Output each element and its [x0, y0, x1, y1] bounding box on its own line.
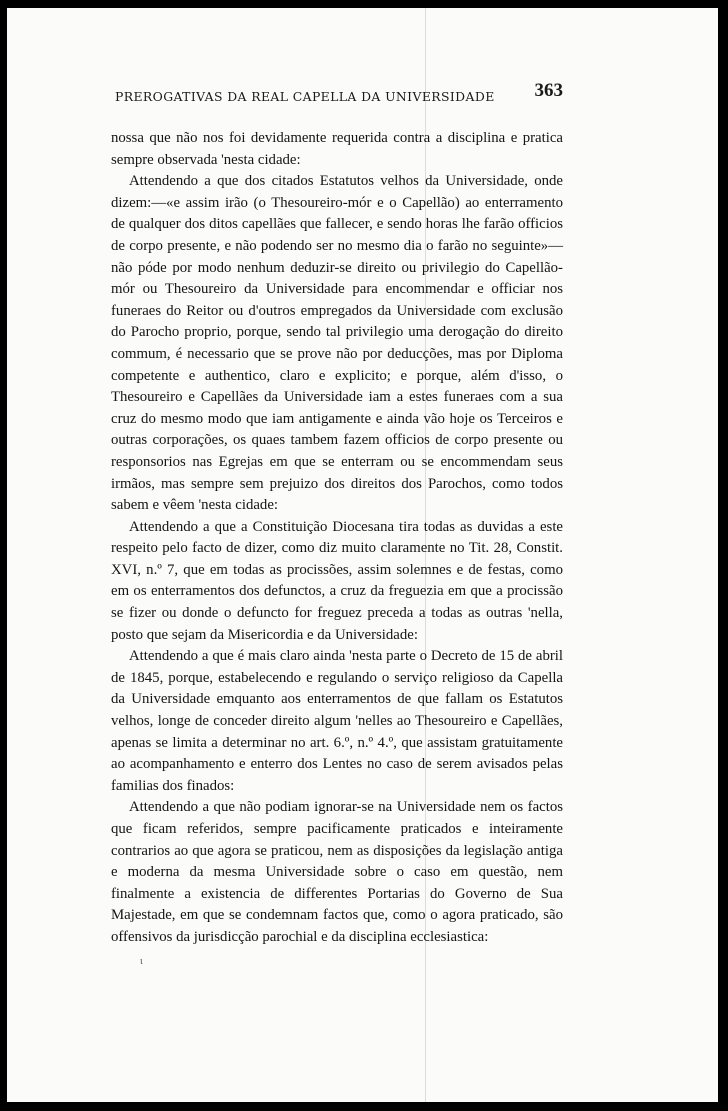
paragraph-continuation: nossa que não nos foi devidamente requerida contra a disciplina e pratica sempre observada 'nesta cidade: [111, 130, 563, 168]
paragraph-estatutos: Attendendo a que dos citados Estatutos velhos da Universidade, onde dizem:—«e assim irão (o Thesoureiro-mór e o Capellão) ao enterramento de qualquer dos ditos capellães que fallecer, e sendo horas lhe farão officios de corpo presente, e não podendo ser no mesmo dia o farão no seguinte»—não póde por modo nenhum deduzir-se direito ou privilegio do Capellão-mór ou Thesoureiro da Universidade para encommendar e officiar nos funeraes do Reitor ou d'outros empregados da Universidade com exclusão do Parocho proprio, porque, sendo tal privilegio uma derogação do direito commum, é necessario que se prove não por deducções, mas por Diploma competente e authentico, claro e explicito; e porque, além d'isso, o Thesoureiro e Capellães da Universidade iam a estes funeraes com a sua cruz do mesmo modo que iam antigamente e ainda vão hoje os Terceiros e outras corporações, os quaes tambem fazem officios de corpo presente ou responsorios nas Egrejas em que se enterram ou se encommendam seus irmãos, mas sempre sem prejuizo dos direitos dos Parochos, como todos sabem e vêem 'nesta cidade: [111, 173, 563, 514]
paragraph-decreto: Attendendo a que é mais claro ainda 'nesta parte o Decreto de 15 de abril de 1845, porque, estabelecendo e regulando o serviço religioso da Capella da Universidade emquanto aos enterramentos de que fallam os Estatutos velhos, longe de conceder direito algum 'nelles ao Thesoureiro e Capellães, apenas se limita a determinar no art. 6.º, n.º 4.º, que assistam gratuitamente ao acompanhamento e enterro dos Lentes no caso de serem avisados pelas familias dos finados: [111, 648, 563, 794]
paragraph-portarias: Attendendo a que não podiam ignorar-se na Universidade nem os factos que ficam referidos, sempre pacificamente praticados e inteiramente contrarios ao que agora se praticou, nem as disposições da legislação antiga e moderna da mesma Universidade sobre o caso em questão, nem finalmente a existencia de differentes Portarias do Governo de Sua Majestade, em que se condemnam factos que, como o agora praticado, são offensivos da jurisdicção parochial e da disciplina ecclesiastica: [111, 799, 563, 945]
stray-mark: ι [140, 956, 143, 967]
body-text [111, 128, 563, 949]
page-header [111, 80, 563, 105]
paragraph-constituicao: Attendendo a que a Constituição Diocesana tira todas as duvidas a este respeito pelo facto de dizer, como diz muito claramente no Tit. 28, Constit. XVI, n.º 7, que em todas as procissões, assim solemnes e de festas, como em os enterramentos dos defunctos, a cruz da freguezia em que a procissão se fizer ou donde o defuncto for freguez preceda a todas as outras 'nella, posto que sejam da Misericordia e da Universidade: [111, 518, 563, 643]
running-title: PREROGATIVAS DA REAL CAPELLA DA UNIVERSIDADE [115, 89, 495, 104]
page-number: 363 [534, 80, 563, 101]
